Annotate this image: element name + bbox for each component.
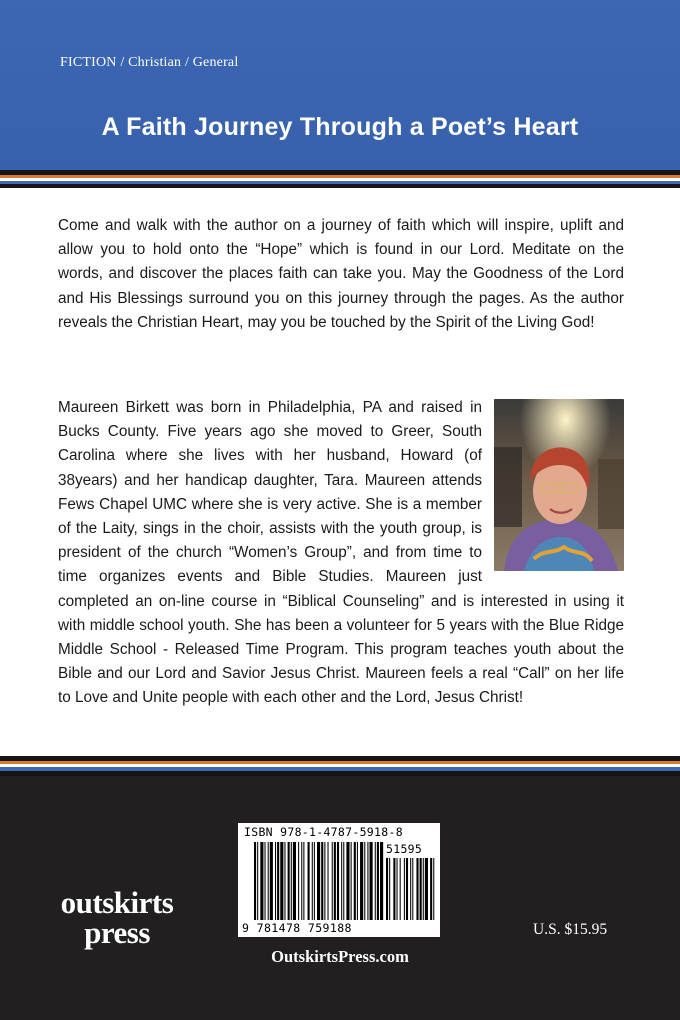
barcode-bar — [367, 842, 368, 920]
cover-title: A Faith Journey Through a Poet’s Heart — [101, 113, 579, 141]
barcode-bar — [298, 842, 299, 920]
isbn-label: ISBN 978-1-4787-5918-8 — [244, 825, 403, 839]
publisher-logo — [52, 885, 182, 955]
barcode-bar — [321, 842, 323, 920]
barcode-bar — [337, 842, 339, 920]
barcode-bar — [346, 842, 349, 920]
addon-bar — [404, 858, 405, 920]
addon-bar — [386, 858, 388, 920]
price-code-digits: 51595 — [386, 842, 423, 856]
barcode-bar — [375, 842, 376, 920]
stripe-top-dark-2 — [0, 184, 680, 188]
publisher-logo-line1: outskirts — [60, 885, 174, 920]
barcode-bar — [303, 842, 304, 920]
barcode-bar — [260, 842, 263, 920]
barcode-bar — [270, 842, 273, 920]
addon-bar — [400, 858, 401, 920]
addon-bar — [430, 858, 432, 920]
author-photo — [494, 399, 624, 571]
addon-bar — [406, 858, 408, 920]
addon-bar — [397, 858, 398, 920]
barcode-bar — [343, 842, 344, 920]
barcode-bar — [334, 842, 336, 920]
addon-bar — [423, 858, 424, 920]
publisher-website: OutskirtsPress.com — [271, 947, 409, 966]
barcode-bar — [312, 842, 313, 920]
barcode-bar — [301, 842, 302, 920]
barcode-bar — [308, 842, 310, 920]
barcode-bar — [268, 842, 269, 920]
book-category: FICTION / Christian / General — [60, 55, 239, 70]
barcode-bar — [293, 842, 296, 920]
barcode-bar — [332, 842, 333, 920]
barcode-bar — [317, 842, 320, 920]
barcode-bar — [351, 842, 352, 920]
barcode-bar — [288, 842, 290, 920]
addon-bar — [412, 858, 413, 920]
barcode-bar — [277, 842, 279, 920]
top-color-band — [0, 0, 680, 170]
barcode-bar — [328, 842, 329, 920]
barcode-bar — [377, 842, 379, 920]
barcode-bar — [314, 842, 315, 920]
publisher-logo-line2: press — [84, 915, 150, 950]
barcode-bar — [254, 842, 256, 920]
barcode-bar — [257, 842, 258, 920]
addon-bar — [425, 858, 428, 920]
addon-bar — [389, 858, 390, 920]
barcode-bar — [265, 842, 266, 920]
barcode-bars — [238, 823, 440, 937]
barcode-bar — [364, 842, 365, 920]
barcode-bar — [280, 842, 283, 920]
barcode-bar — [354, 842, 356, 920]
addon-bar — [420, 858, 422, 920]
addon-bar — [433, 858, 434, 920]
author-bio-section — [58, 396, 624, 711]
price-label: U.S. $15.95 — [533, 921, 608, 938]
ean-digits: 9 781478 759188 — [242, 921, 352, 935]
addon-bar — [416, 858, 418, 920]
author-bio-text: Maureen Birkett was born in Philadelphia, PA and raised in Bucks County. Five years ago she moved to Greer, South Carolina where she lives with her husband, Howard (of 38years) and her handicap daughter, Tara. Maureen attends Fews Chapel UMC where she is very active. She is a member of the Laity, sings in the choir, assists with the youth group, is president of the church “Women’s Group”, and from time to time organizes events and Bible Studies. Maureen just completed an on-line course in “Biblical Counseling” and is interested in using it with middle school youth. She has been a volunteer for 5 years with the Blue Ridge Middle School - Released Time Program. This program teaches youth about the Bible and our Lord and Savior Jesus Christ. Maureen feels a real “Call” on her life to Love and Unite people with each other and the Lord, Jesus Christ! — [58, 399, 624, 707]
barcode-bar — [357, 842, 358, 920]
barcode-bar — [324, 842, 325, 920]
barcode-bar — [284, 842, 285, 920]
barcode-bar — [360, 842, 363, 920]
barcode-bar — [380, 842, 383, 920]
barcode-bar — [341, 842, 342, 920]
isbn-barcode — [238, 823, 440, 937]
addon-bar — [410, 858, 411, 920]
addon-bar — [393, 858, 395, 920]
barcode-bar — [370, 842, 373, 920]
author-photo-image — [494, 399, 624, 571]
book-blurb: Come and walk with the author on a journey of faith which will inspire, uplift and allow you to hold onto the “Hope” which is found in our Lord. Meditate on the words, and discover the places faith can take you. May the Goodness of the Lord and His Blessings surround you on this journey through the pages. As the author reveals the Christian Heart, may you be touched by the Spirit of the Living God! — [58, 217, 624, 331]
barcode-bar — [275, 842, 276, 920]
barcode-bar — [291, 842, 292, 920]
